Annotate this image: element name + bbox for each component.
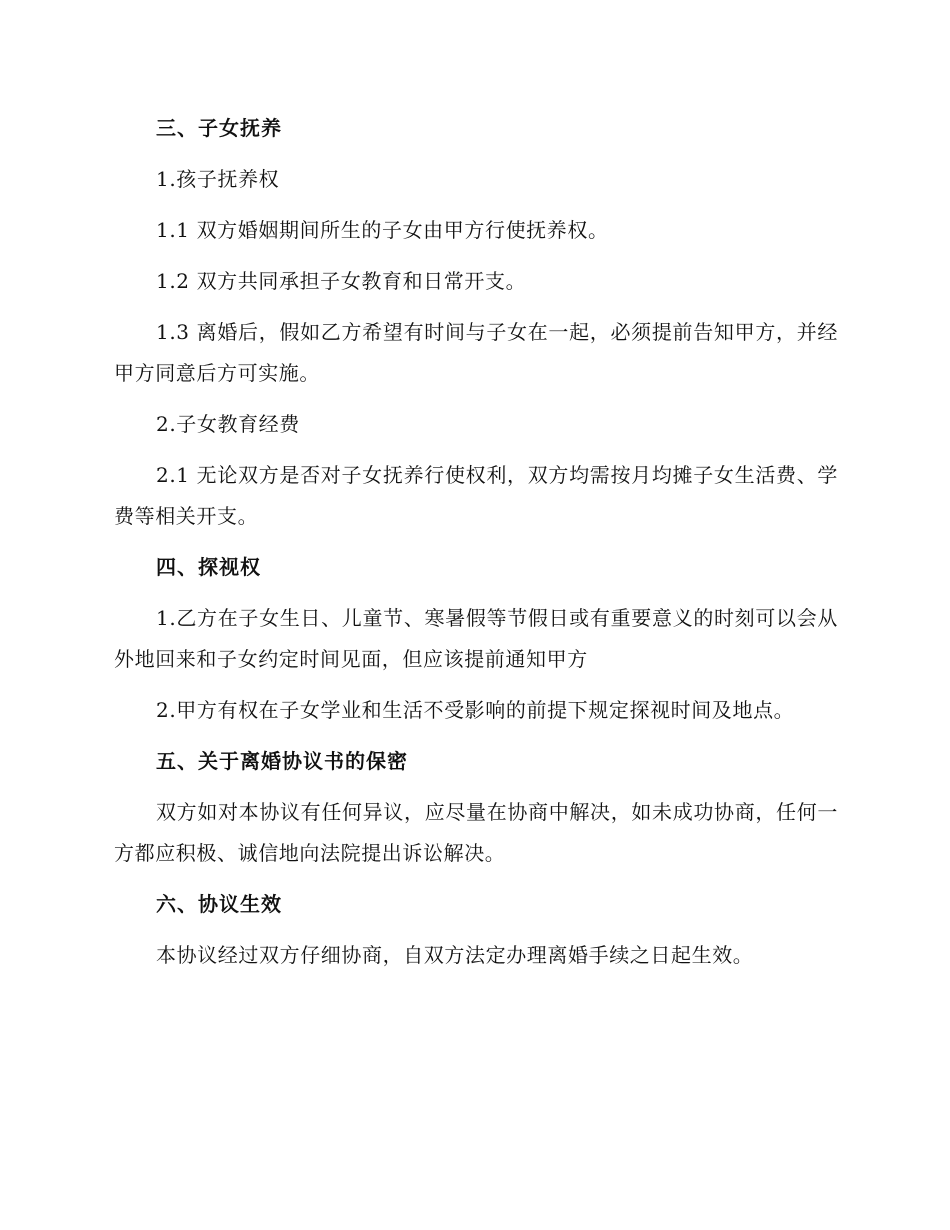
clause-custody-right: 1.孩子抚养权 — [156, 167, 280, 191]
section-heading-visitation: 四、探视权 — [156, 555, 261, 579]
clause-effectiveness: 本协议经过双方仔细协商，自双方法定办理离婚手续之日起生效。 — [156, 943, 754, 967]
clause-visitation-1: 1.乙方在子女生日、儿童节、寒暑假等节假日或有重要意义的时刻可以会从外地回来和子女约定时间见面，但应该提前通知甲方 — [114, 606, 838, 671]
clause-confidentiality: 双方如对本协议有任何异议，应尽量在协商中解决，如未成功协商，任何一方都应积极、诚信地向法院提出诉讼解决。 — [114, 800, 838, 865]
clause-visitation-2: 2.甲方有权在子女学业和生活不受影响的前提下规定探视时间及地点。 — [156, 698, 795, 722]
clause-1-3: 1.3 离婚后，假如乙方希望有时间与子女在一起，必须提前告知甲方，并经甲方同意后方可实施。 — [114, 320, 838, 385]
clause-education-expenses: 2.子女教育经费 — [156, 412, 300, 436]
clause-1-1: 1.1 双方婚姻期间所生的子女由甲方行使抚养权。 — [156, 218, 609, 242]
clause-2-1: 2.1 无论双方是否对子女抚养行使权利，双方均需按月均摊子女生活费、学费等相关开支。 — [114, 463, 838, 528]
section-heading-confidentiality: 五、关于离婚协议书的保密 — [156, 749, 408, 773]
clause-1-2: 1.2 双方共同承担子女教育和日常开支。 — [156, 269, 527, 293]
section-heading-effectiveness: 六、协议生效 — [156, 892, 282, 916]
document-body — [114, 108, 838, 986]
section-heading-child-custody: 三、子女抚养 — [156, 116, 282, 140]
